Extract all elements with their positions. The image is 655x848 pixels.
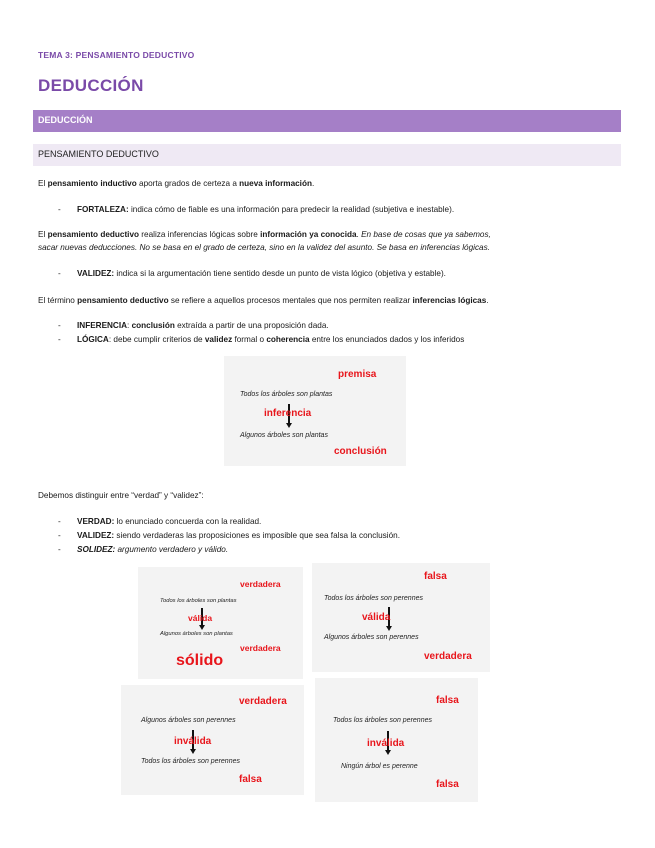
conclusion-line: Algunos árboles son perennes (324, 634, 419, 641)
label-bottom: verdadera (240, 643, 281, 653)
paragraph-verdad-validez: Debemos distinguir entre “verdad” y “validez”: (38, 491, 204, 500)
paragraph-term: El término pensamiento deductivo se refiere a aquellos procesos mentales que nos permiten realizar inferencias lógicas. (38, 296, 489, 305)
premise-line: Todos los árboles son plantas (240, 391, 333, 398)
label-middle: inválida (367, 738, 405, 749)
diagram-deduction (224, 356, 406, 466)
diagram-falsa-invalida (315, 678, 478, 802)
diagram-solido (138, 567, 303, 679)
premise-line: Todos los árboles son perennes (324, 595, 423, 602)
label-inferencia: inferencia (264, 408, 312, 419)
label-premisa: premisa (338, 369, 377, 380)
diagram-verdadera-invalida (121, 685, 304, 795)
page-title: DEDUCCIÓN (38, 76, 144, 95)
premise-line: Todos los árboles son perennes (333, 717, 432, 724)
label-top: falsa (436, 695, 459, 706)
label-top: verdadera (240, 579, 281, 589)
conclusion-line: Ningún árbol es perenne (341, 763, 418, 770)
label-bottom: falsa (436, 779, 459, 790)
premise-line: Todos los árboles son plantas (160, 598, 237, 604)
conclusion-line: Algunos árboles son plantas (160, 631, 233, 637)
conclusion-line: Algunos árboles son plantas (240, 432, 328, 439)
paragraph-deductive: El pensamiento deductivo realiza inferencias lógicas sobre información ya conocida. En base de cosas que ya sabemos, sacar nuevas deducciones. No se basa en el grado de certeza, sino en la validez del asunto. Se basa en inferencias lógicas. (38, 230, 491, 252)
subsection-bar: PENSAMIENTO DEDUCTIVO (33, 144, 621, 166)
diagram-falsa-valida (312, 563, 490, 672)
label-result: sólido (176, 652, 224, 669)
label-bottom: falsa (239, 774, 262, 785)
topic-heading: TEMA 3: PENSAMIENTO DEDUCTIVO (38, 50, 195, 60)
label-bottom: verdadera (424, 651, 472, 662)
label-middle: válida (188, 613, 213, 623)
premise-line: Algunos árboles son perennes (141, 717, 236, 724)
conclusion-line: Todos los árboles son perennes (141, 758, 240, 765)
paragraph-inductive: El pensamiento inductivo aporta grados de certeza a nueva información. (38, 179, 315, 188)
label-top: falsa (424, 571, 447, 582)
label-conclusion: conclusión (334, 446, 387, 457)
section-bar: DEDUCCIÓN (33, 110, 621, 132)
label-top: verdadera (239, 696, 287, 707)
label-middle: inválida (174, 736, 212, 747)
label-middle: válida (362, 612, 391, 623)
